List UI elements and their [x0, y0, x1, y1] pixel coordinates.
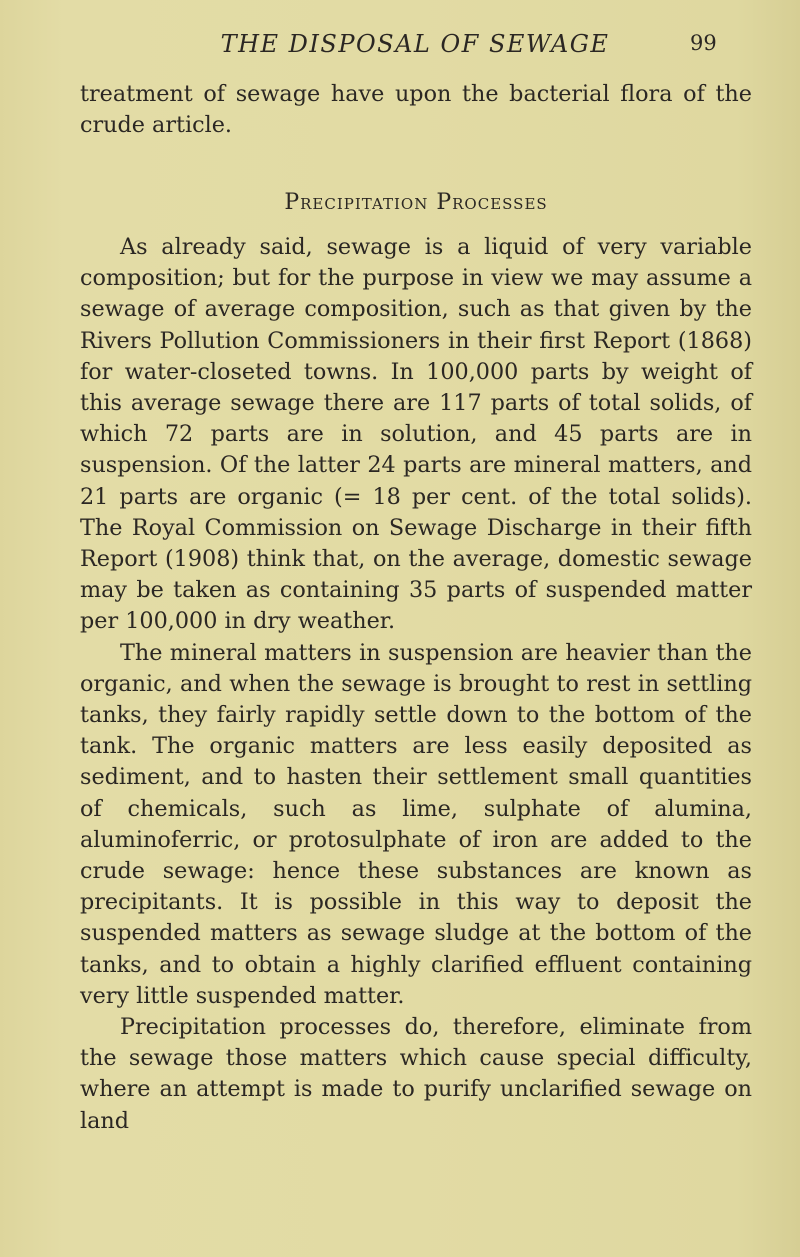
section-body: [80, 232, 752, 1137]
paragraph-precipitants: The mineral matters in suspension are heavier than the organic, and when the sewage is brought to rest in settling tanks, they fairly rapidly settle down to the bottom of the tank. The organic matters are less easily deposited as sediment, and to hasten their settlement small quantities of chemicals, such as lime, sulphate of alumina, aluminoferric, or protosulphate of iron are added to the crude sewage: hence these substances are known as precipitants. It is possible in this way to deposit the suspended matters as sewage sludge at the bottom of the tanks, and to obtain a highly clarified effluent containing very little suspended matter.: [80, 639, 752, 1009]
paragraph-composition: As already said, sewage is a liquid of very variable composition; but for the purpose in view we may assume a sewage of average composition, such as that given by the Rivers Pollution Commissioners in their first Report (1868) for water-closeted towns. In 100,000 parts by weight of this average sewage there are 117 parts of total solids, of which 72 parts are in solution, and 45 parts are in suspension. Of the latter 24 parts are mineral matters, and 21 parts are organic (= 18 per cent. of the total solids). The Royal Commission on Sewage Discharge in their fifth Report (1908) think that, on the average, domestic sewage may be taken as containing 35 parts of suspended matter per 100,000 in dry weather.: [80, 234, 752, 635]
paragraph-elimination: Precipitation processes do, therefore, eliminate from the sewage those matters which cause special difficulty, where an attempt is made to purify unclarified sewage on land: [80, 1014, 752, 1134]
running-title: THE DISPOSAL OF SEWAGE: [220, 30, 610, 58]
continuation-text-block: [80, 79, 752, 141]
section-heading: Precipitation Processes: [284, 190, 548, 215]
page-number: 99: [690, 31, 717, 55]
continuation-paragraph: treatment of sewage have upon the bacterial flora of the crude article.: [80, 81, 752, 139]
